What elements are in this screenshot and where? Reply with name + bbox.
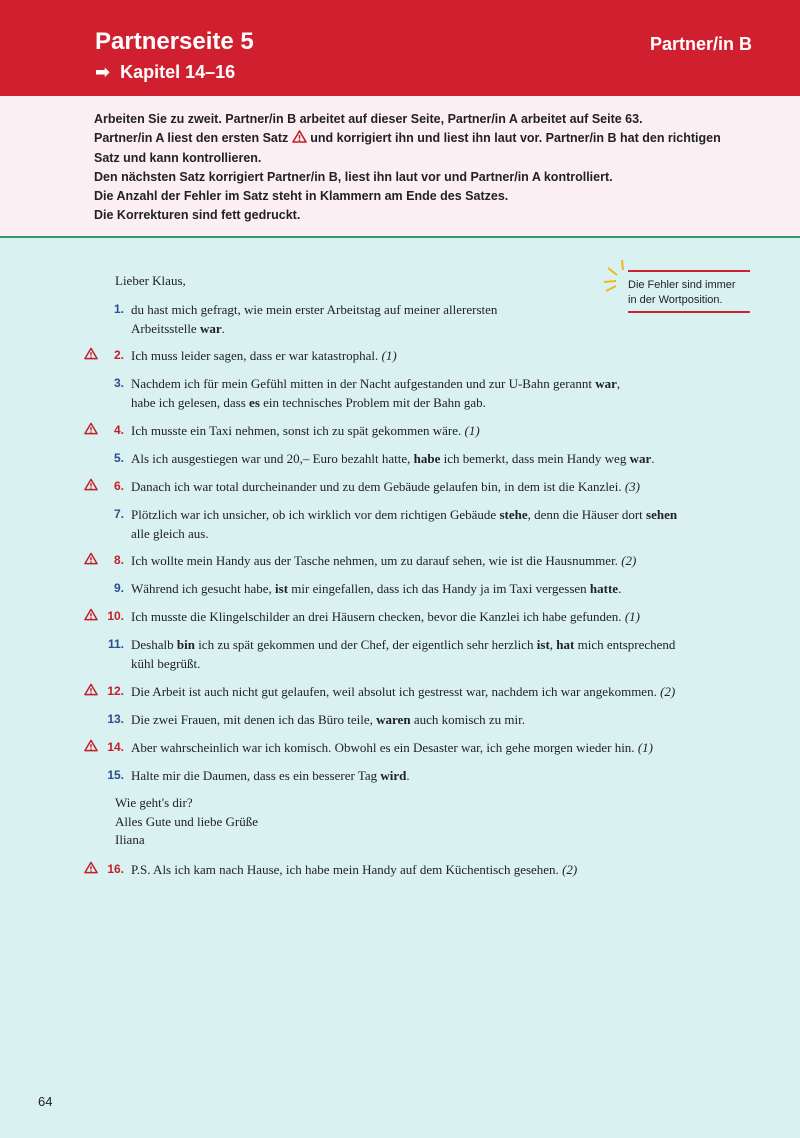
sentence-fragment: mich entsprechend [577, 637, 676, 652]
correction-word: war [629, 451, 652, 466]
item-text [131, 300, 741, 338]
letter-closing: Wie geht's dir? [115, 795, 193, 810]
sentence-text: Danach ich war total durcheinander und zu dem Gebäude gelaufen bin, in dem ist die Kanzlei. [131, 479, 622, 494]
sentence-fragment: , denn die Häuser dort [527, 507, 643, 522]
sentence-fragment: ich zu spät gekommen und der Chef, der eigentlich sehr herzlich [198, 637, 534, 652]
item-number: 14. [107, 740, 124, 754]
error-count: (3) [624, 479, 640, 494]
partner-label: Partner/in B [649, 34, 752, 54]
item-text [131, 421, 741, 440]
item-text [131, 738, 741, 757]
item-text [131, 374, 741, 412]
item-text [131, 477, 741, 496]
item-number: 1. [113, 302, 124, 316]
correction-word: sehen [646, 507, 678, 522]
item-number: 8. [113, 553, 124, 567]
sentence-fragment: Plötzlich war ich unsicher, ob ich wirklich vor dem richtigen Gebäude [131, 507, 497, 522]
sentence-fragment: . [651, 451, 655, 466]
correction-word: waren [376, 712, 411, 727]
letter-signature: Iliana [115, 832, 145, 847]
sentence-fragment: Deshalb [131, 637, 174, 652]
sentence-fragment: Nachdem ich für mein Gefühl mitten in der Nacht aufgestanden und zur U-Bahn gerannt [131, 376, 592, 391]
sentence-fragment: du hast mich gefragt, wie mein erster Arbeitstag auf meiner allerersten [131, 302, 498, 317]
sentence-fragment: mir eingefallen, dass ich das Handy ja im Taxi vergessen [291, 581, 587, 596]
sentence-fragment: . [406, 768, 410, 783]
correction-word: war [199, 321, 222, 336]
item-number: 16. [107, 862, 124, 876]
error-count: (2) [621, 553, 637, 568]
instruction-line: Die Anzahl der Fehler im Satz steht in Klammern am Ende des Satzes. [94, 189, 509, 204]
item-number: 15. [107, 768, 124, 782]
tip-line: Die Fehler sind immer [628, 279, 736, 291]
item-text [131, 766, 741, 785]
sentence-fragment: habe ich gelesen, dass [131, 395, 246, 410]
correction-word: stehe [499, 507, 528, 522]
item-number: 2. [113, 348, 124, 362]
item-number: 12. [107, 684, 124, 698]
sentence-fragment: ich bemerkt, dass mein Handy weg [443, 451, 627, 466]
item-number: 13. [107, 712, 124, 726]
warning-icon [292, 130, 307, 143]
instruction-line: Die Korrekturen sind fett gedruckt. [94, 208, 301, 223]
sentence-text: Ich musste ein Taxi nehmen, sonst ich zu spät gekommen wäre. [131, 423, 462, 438]
correction-word: ist [536, 637, 550, 652]
instruction-line: Arbeiten Sie zu zweit. Partner/in B arbeitet auf dieser Seite, Partner/in A arbeitet auf Seite 63. [94, 112, 643, 126]
correction-word: bin [176, 637, 195, 652]
sentence-text: Ich musste die Klingelschilder an drei Häusern checken, bevor die Kanzlei ich habe gefunden. [131, 609, 622, 624]
item-number: 4. [113, 423, 124, 437]
correction-word: ist [275, 581, 289, 596]
page-number: 64 [38, 1094, 53, 1109]
instructions-text [94, 110, 774, 226]
sentence-fragment: Arbeitsstelle [131, 321, 197, 336]
sentence-fragment: Während ich gesucht habe, [131, 581, 272, 596]
letter-closing: Alles Gute und liebe Grüße [115, 814, 258, 829]
error-count: (1) [624, 609, 640, 624]
error-count: (1) [381, 348, 397, 363]
letter-salutation: Lieber Klaus, [115, 273, 186, 288]
sentence-fragment: auch komisch zu mir. [413, 712, 526, 727]
sentence-fragment: Halte mir die Daumen, dass es ein besserer Tag [131, 768, 378, 783]
item-number: 6. [113, 479, 124, 493]
sentence-text: Aber wahrscheinlich war ich komisch. Obwohl es ein Desaster war, ich gehe morgen wieder hin. [131, 740, 635, 755]
item-text [131, 635, 741, 673]
sentence-text: Ich wollte mein Handy aus der Tasche nehmen, um zu darauf sehen, wie ist die Hausnummer. [131, 553, 618, 568]
item-text [131, 579, 741, 598]
item-number: 3. [113, 376, 124, 390]
item-text [131, 505, 741, 543]
item-text [131, 607, 741, 626]
sentence-fragment: Als ich ausgestiegen war und 20,– Euro bezahlt hatte, [131, 451, 411, 466]
sentence-fragment: alle gleich aus. [131, 526, 209, 541]
sentence-fragment: , [549, 637, 554, 652]
correction-word: war [595, 376, 617, 391]
correction-word: hatte [589, 581, 619, 596]
correction-word: wird [380, 768, 407, 783]
sentence-text: Die Arbeit ist auch nicht gut gelaufen, weil absolut ich gestresst war, nachdem ich war angekommen. [131, 684, 657, 699]
sentence-fragment: kühl begrüßt. [131, 656, 201, 671]
sentence-fragment: . [221, 321, 225, 336]
item-number: 9. [113, 581, 124, 595]
sentence-text: Ich muss leider sagen, dass er war katastrophal. [131, 348, 379, 363]
instruction-line: Partner/in A liest den ersten Satz und korrigiert ihn und liest ihn laut vor. Partner/in B hat den richtigen [94, 131, 721, 146]
page-header [0, 0, 800, 96]
item-text [131, 551, 741, 570]
item-number: 5. [113, 451, 124, 465]
error-count: (1) [637, 740, 653, 755]
sentence-fragment: ein technisches Problem mit der Bahn gab. [263, 395, 486, 410]
sentence-fragment: . [618, 581, 622, 596]
chapter-subtitle [95, 62, 235, 83]
correction-word: habe [413, 451, 441, 466]
tip-line: in der Wortposition. [628, 294, 723, 306]
arrow-right-icon: ➡ [95, 62, 111, 82]
item-text [131, 449, 741, 468]
instruction-line: Den nächsten Satz korrigiert Partner/in B, liest ihn laut vor und Partner/in A kontrolliert. [94, 169, 613, 184]
item-number: 10. [107, 609, 124, 623]
item-text [131, 710, 741, 729]
error-count: (2) [660, 684, 676, 699]
page-title: Partnerseite 5 [95, 28, 254, 55]
sentence-fragment: , [616, 376, 621, 391]
item-number: 7. [113, 507, 124, 521]
instruction-line: Satz und kann kontrollieren. [94, 150, 262, 165]
sentence-fragment: Die zwei Frauen, mit denen ich das Büro teile, [131, 712, 373, 727]
item-text [131, 860, 741, 879]
item-text [131, 346, 741, 365]
item-text [131, 682, 741, 701]
chapter-label: Kapitel 14–16 [120, 62, 236, 82]
instructions-box [0, 96, 800, 238]
sentence-text: P.S. Als ich kam nach Hause, ich habe mein Handy auf dem Küchentisch gesehen. [131, 862, 559, 877]
error-count: (1) [464, 423, 480, 438]
correction-word: es [249, 395, 260, 410]
lightbulb-burst-icon [598, 258, 626, 292]
error-count: (2) [562, 862, 578, 877]
correction-word: hat [556, 637, 575, 652]
item-number: 11. [107, 637, 124, 651]
